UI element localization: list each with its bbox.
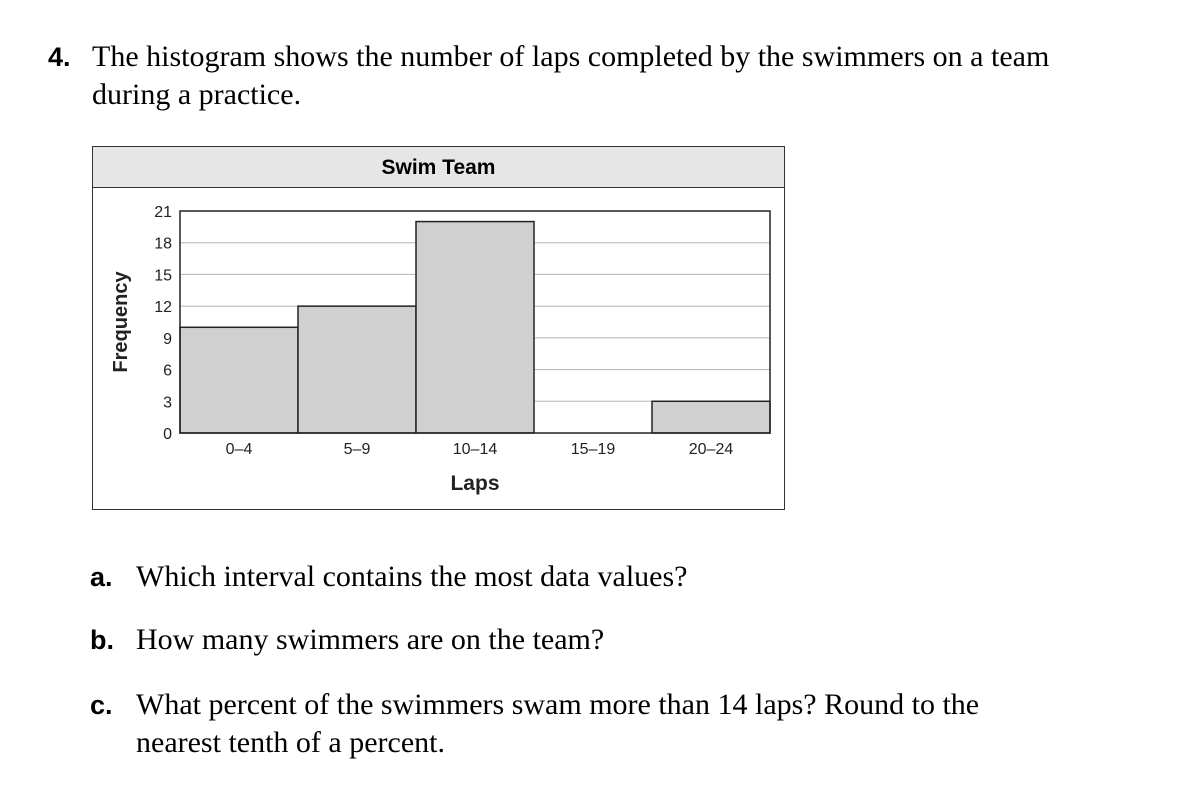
x-tick-label-5–9: 5–9 [343,441,371,458]
x-tick-label-20–24: 20–24 [688,441,734,458]
chart-plot-area [93,147,786,511]
y-tick-label-15: 15 [154,267,172,285]
y-tick-label-0: 0 [163,426,172,443]
subquestion-b-text: How many swimmers are on the team? [136,623,605,656]
y-axis-label: Frequency [110,271,132,373]
y-tick-label-18: 18 [154,235,172,253]
x-tick-label-0–4: 0–4 [225,441,253,458]
y-tick-label-9: 9 [163,330,172,348]
x-axis-label: Laps [450,472,500,495]
x-tick-label-15–19: 15–19 [570,441,616,458]
subquestion-c-label: c. [90,690,113,720]
subquestion-b-label: b. [90,625,114,655]
question-text: The histogram shows the number of laps completed by the swimmers on a team during a practice. [92,40,1050,111]
y-tick-label-12: 12 [154,299,172,317]
subquestion-a-text: Which interval contains the most data values? [136,560,688,593]
subquestion-c-text: What percent of the swimmers swam more than 14 laps? Round to the nearest tenth of a percent. [136,688,980,759]
y-tick-label-6: 6 [163,362,172,380]
bar-0–4 [180,327,298,433]
bar-20–24 [652,401,770,433]
bar-5–9 [298,306,416,433]
bar-10–14 [416,222,534,433]
y-tick-label-21: 21 [154,204,172,221]
histogram-chart [92,146,785,510]
subquestion-a-label: a. [90,562,113,592]
question-number: 4. [48,42,71,72]
chart-title: Swim Team [93,147,784,188]
y-tick-label-3: 3 [163,394,172,412]
x-tick-label-10–14: 10–14 [452,441,498,458]
